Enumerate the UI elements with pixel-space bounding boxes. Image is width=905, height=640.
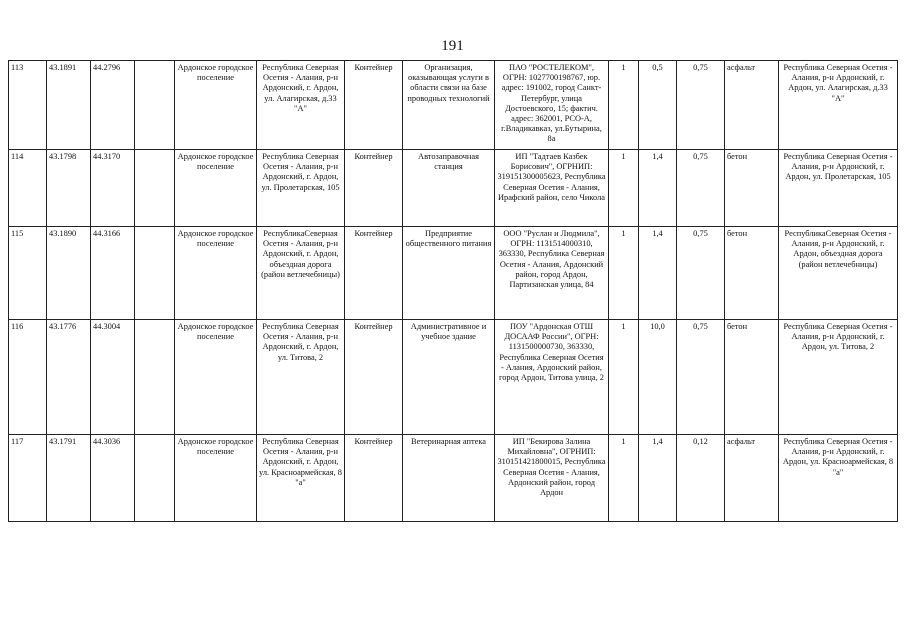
location-cell: Республика Северная Осетия - Алания, р-н Ардонский, г. Ардон, ул. Алагирская, д.33 "А": [257, 61, 345, 150]
container-count-cell: 1: [609, 61, 639, 150]
container-count-cell: 1: [609, 435, 639, 522]
site-type-cell: Контейнер: [345, 435, 403, 522]
address-cell: Республика Северная Осетия - Алания, р-н Ардонский, г. Ардон, ул. Красноармейская, 8 "а": [779, 435, 898, 522]
surface-cell: бетон: [725, 150, 779, 227]
container-count-cell: 1: [609, 320, 639, 435]
empty-cell: [135, 150, 175, 227]
surface-cell: бетон: [725, 320, 779, 435]
row-number: 115: [9, 227, 47, 320]
row-number: 117: [9, 435, 47, 522]
site-type-cell: Контейнер: [345, 61, 403, 150]
location-cell: РеспубликаСеверная Осетия - Алания, р-н Ардонский, г. Ардон, объездная дорога (район ветлечебницы): [257, 227, 345, 320]
waste-source-cell: Автозаправочная станция: [403, 150, 495, 227]
latitude-cell: 43.1891: [47, 61, 91, 150]
latitude-cell: 43.1791: [47, 435, 91, 522]
waste-source-cell: Организация, оказывающая услуги в области связи на базе проводных технологий: [403, 61, 495, 150]
location-cell: Республика Северная Осетия - Алания, р-н Ардонский, г. Ардон, ул. Красноармейская, 8 "а": [257, 435, 345, 522]
surface-cell: бетон: [725, 227, 779, 320]
area-cell: 1,4: [639, 227, 677, 320]
volume-cell: 0,75: [677, 227, 725, 320]
owner-cell: ООО "Руслан и Людмила", ОГРН: 1131514000310, 363330, Республика Северная Осетия - Алания, Ардонский район, город Ардон, Партизанская улица, 84: [495, 227, 609, 320]
waste-source-cell: Ветеринарная аптека: [403, 435, 495, 522]
waste-source-cell: Административное и учебное здание: [403, 320, 495, 435]
row-number: 114: [9, 150, 47, 227]
empty-cell: [135, 227, 175, 320]
surface-cell: асфальт: [725, 61, 779, 150]
longitude-cell: 44.3036: [91, 435, 135, 522]
address-cell: Республика Северная Осетия - Алания, р-н Ардонский, г. Ардон, ул. Титова, 2: [779, 320, 898, 435]
area-cell: 0,5: [639, 61, 677, 150]
site-type-cell: Контейнер: [345, 320, 403, 435]
row-number: 113: [9, 61, 47, 150]
owner-cell: ИП "Тадтаев Казбек Борисович", ОГРНИП: 319151300005623, Республика Северная Осетия - Алания, Ирафский район, село Чикола: [495, 150, 609, 227]
settlement-cell: Ардонское городское поселение: [175, 150, 257, 227]
owner-cell: ПОУ "Ардонская ОТШ ДОСААФ России", ОГРН: 1131500000730, 363330, Республика Северная Осетия - Алания, Ардонский район, город Ардон, Титова улица, 2: [495, 320, 609, 435]
area-cell: 1,4: [639, 435, 677, 522]
registry-table: [8, 60, 898, 522]
site-type-cell: Контейнер: [345, 150, 403, 227]
table-row: [9, 61, 898, 150]
empty-cell: [135, 435, 175, 522]
settlement-cell: Ардонское городское поселение: [175, 435, 257, 522]
volume-cell: 0,75: [677, 61, 725, 150]
empty-cell: [135, 320, 175, 435]
container-count-cell: 1: [609, 227, 639, 320]
settlement-cell: Ардонское городское поселение: [175, 61, 257, 150]
address-cell: Республика Северная Осетия - Алания, р-н Ардонский, г. Ардон, ул. Алагирская, д.33 "А": [779, 61, 898, 150]
settlement-cell: Ардонское городское поселение: [175, 320, 257, 435]
location-cell: Республика Северная Осетия - Алания, р-н Ардонский, г. Ардон, ул. Пролетарская, 105: [257, 150, 345, 227]
owner-cell: ИП "Бекирова Залина Михайловна", ОГРНИП: 310151421800015, Республика Северная Осетия - Алания, Ардонский район, город Ардон: [495, 435, 609, 522]
volume-cell: 0,75: [677, 150, 725, 227]
address-cell: РеспубликаСеверная Осетия - Алания, р-н Ардонский, г. Ардон, объездная дорога (район ветлечебницы): [779, 227, 898, 320]
page-number: 191: [441, 38, 464, 54]
table-row: [9, 435, 898, 522]
longitude-cell: 44.3004: [91, 320, 135, 435]
area-cell: 1,4: [639, 150, 677, 227]
empty-cell: [135, 61, 175, 150]
location-cell: Республика Северная Осетия - Алания, р-н Ардонский, г. Ардон, ул. Титова, 2: [257, 320, 345, 435]
table-row: [9, 150, 898, 227]
longitude-cell: 44.3170: [91, 150, 135, 227]
longitude-cell: 44.3166: [91, 227, 135, 320]
owner-cell: ПАО "РОСТЕЛЕКОМ", ОГРН: 1027700198767, юр. адрес: 191002, город Санкт-Петербург, улица Достоевского, 15; фактич. адрес: 362001, РСО-А, г.Владикавказ, ул.Бутырина, 8а: [495, 61, 609, 150]
latitude-cell: 43.1798: [47, 150, 91, 227]
row-number: 116: [9, 320, 47, 435]
table-row: [9, 320, 898, 435]
area-cell: 10,0: [639, 320, 677, 435]
surface-cell: асфальт: [725, 435, 779, 522]
latitude-cell: 43.1776: [47, 320, 91, 435]
site-type-cell: Контейнер: [345, 227, 403, 320]
settlement-cell: Ардонское городское поселение: [175, 227, 257, 320]
container-count-cell: 1: [609, 150, 639, 227]
volume-cell: 0,75: [677, 320, 725, 435]
longitude-cell: 44.2796: [91, 61, 135, 150]
waste-source-cell: Предприятие общественного питания: [403, 227, 495, 320]
latitude-cell: 43.1890: [47, 227, 91, 320]
address-cell: Республика Северная Осетия - Алания, р-н Ардонский, г. Ардон, ул. Пролетарская, 105: [779, 150, 898, 227]
volume-cell: 0,12: [677, 435, 725, 522]
table-row: [9, 227, 898, 320]
